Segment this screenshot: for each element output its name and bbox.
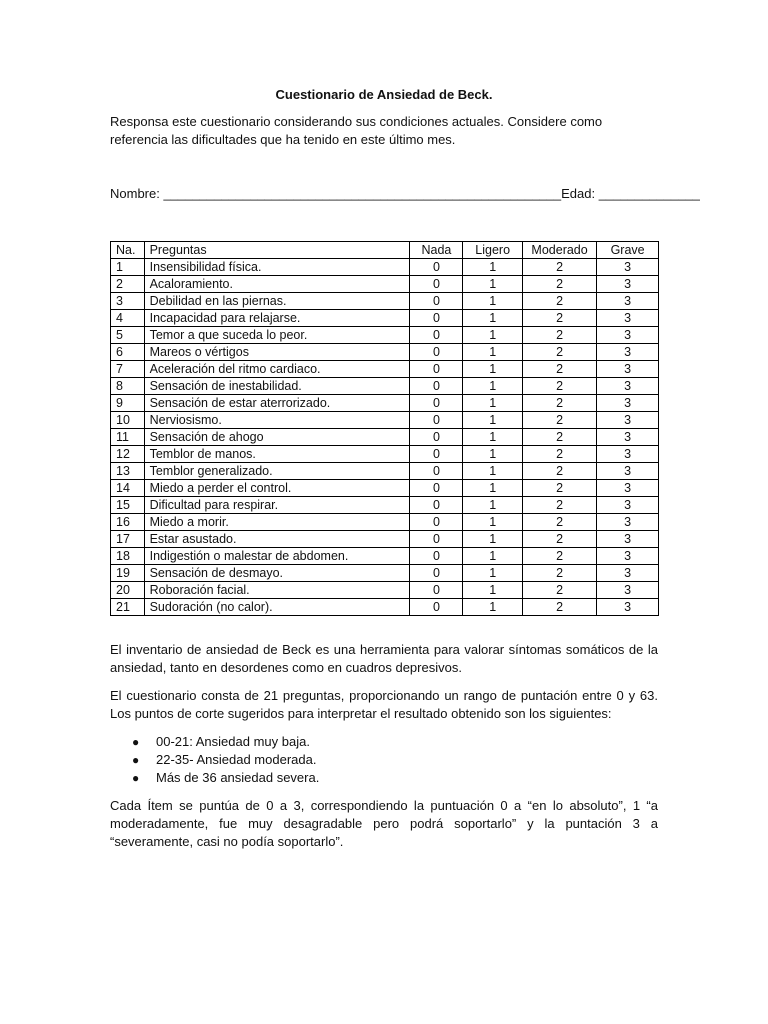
cell-number: 16 (111, 514, 145, 531)
cell-ligero: 1 (463, 565, 523, 582)
cell-number: 20 (111, 582, 145, 599)
list-item-text: 00-21: Ansiedad muy baja. (156, 734, 310, 749)
cell-number: 12 (111, 446, 145, 463)
table-row (111, 480, 659, 497)
cell-moderado: 2 (522, 395, 596, 412)
cell-grave: 3 (597, 497, 659, 514)
table-row (111, 378, 659, 395)
cell-question: Insensibilidad física. (144, 259, 410, 276)
cell-grave: 3 (597, 531, 659, 548)
cell-nada: 0 (410, 463, 463, 480)
bullet-icon: ● (132, 771, 140, 785)
table-row (111, 548, 659, 565)
table-row (111, 497, 659, 514)
cell-nada: 0 (410, 361, 463, 378)
cell-moderado: 2 (522, 548, 596, 565)
cell-question: Temor a que suceda lo peor. (144, 327, 410, 344)
table-row (111, 446, 659, 463)
cell-ligero: 1 (463, 276, 523, 293)
cell-nada: 0 (410, 293, 463, 310)
cell-number: 1 (111, 259, 145, 276)
cell-number: 9 (111, 395, 145, 412)
cell-ligero: 1 (463, 446, 523, 463)
cell-moderado: 2 (522, 429, 596, 446)
cell-nada: 0 (410, 446, 463, 463)
cell-grave: 3 (597, 599, 659, 616)
table-row (111, 327, 659, 344)
table-row (111, 514, 659, 531)
cell-ligero: 1 (463, 361, 523, 378)
cell-moderado: 2 (522, 463, 596, 480)
cell-question: Debilidad en las piernas. (144, 293, 410, 310)
cell-question: Roboración facial. (144, 582, 410, 599)
cell-grave: 3 (597, 310, 659, 327)
cell-number: 14 (111, 480, 145, 497)
cell-question: Dificultad para respirar. (144, 497, 410, 514)
cell-number: 8 (111, 378, 145, 395)
cell-nada: 0 (410, 378, 463, 395)
cell-grave: 3 (597, 395, 659, 412)
cell-number: 10 (111, 412, 145, 429)
name-age-line: Nombre: _______________________________________________________Edad: ______________ (110, 186, 700, 201)
bullet-icon: ● (132, 753, 140, 767)
header-moderado: Moderado (522, 242, 596, 259)
cell-number: 17 (111, 531, 145, 548)
table-row (111, 599, 659, 616)
cell-nada: 0 (410, 276, 463, 293)
document-title: Cuestionario de Ansiedad de Beck. (275, 87, 493, 102)
cell-moderado: 2 (522, 599, 596, 616)
cell-nada: 0 (410, 582, 463, 599)
cell-nada: 0 (410, 565, 463, 582)
cell-ligero: 1 (463, 497, 523, 514)
cell-number: 11 (111, 429, 145, 446)
cell-question: Sensación de inestabilidad. (144, 378, 410, 395)
cell-number: 15 (111, 497, 145, 514)
cell-grave: 3 (597, 259, 659, 276)
cell-nada: 0 (410, 514, 463, 531)
cell-nada: 0 (410, 344, 463, 361)
cell-question: Temblor generalizado. (144, 463, 410, 480)
cell-grave: 3 (597, 446, 659, 463)
cell-ligero: 1 (463, 582, 523, 599)
cell-number: 6 (111, 344, 145, 361)
header-ligero: Ligero (463, 242, 523, 259)
cell-question: Sensación de estar aterrorizado. (144, 395, 410, 412)
cell-grave: 3 (597, 361, 659, 378)
cell-ligero: 1 (463, 327, 523, 344)
cell-ligero: 1 (463, 429, 523, 446)
table-row (111, 276, 659, 293)
cell-moderado: 2 (522, 276, 596, 293)
cell-ligero: 1 (463, 378, 523, 395)
table-row (111, 582, 659, 599)
cell-nada: 0 (410, 259, 463, 276)
cell-question: Mareos o vértigos (144, 344, 410, 361)
questionnaire-table (110, 241, 659, 616)
cell-question: Aceleración del ritmo cardiaco. (144, 361, 410, 378)
cell-question: Temblor de manos. (144, 446, 410, 463)
table-row (111, 259, 659, 276)
cell-question: Sudoración (no calor). (144, 599, 410, 616)
cell-question: Incapacidad para relajarse. (144, 310, 410, 327)
cell-number: 7 (111, 361, 145, 378)
cell-moderado: 2 (522, 582, 596, 599)
table-row (111, 412, 659, 429)
cell-grave: 3 (597, 327, 659, 344)
cell-question: Nerviosismo. (144, 412, 410, 429)
cutoff-list (110, 733, 658, 787)
cell-grave: 3 (597, 548, 659, 565)
cell-ligero: 1 (463, 310, 523, 327)
cell-ligero: 1 (463, 599, 523, 616)
cell-number: 4 (111, 310, 145, 327)
intro-paragraph: Responsa este cuestionario considerando sus condiciones actuales. Considere como referencia las dificultades que ha tenido en este último mes. (110, 114, 603, 147)
cell-moderado: 2 (522, 412, 596, 429)
list-item (132, 751, 658, 769)
cell-moderado: 2 (522, 514, 596, 531)
cell-question: Indigestión o malestar de abdomen. (144, 548, 410, 565)
cell-question: Miedo a morir. (144, 514, 410, 531)
cell-number: 3 (111, 293, 145, 310)
cell-grave: 3 (597, 565, 659, 582)
cell-moderado: 2 (522, 293, 596, 310)
cell-number: 18 (111, 548, 145, 565)
cell-ligero: 1 (463, 548, 523, 565)
cell-question: Estar asustado. (144, 531, 410, 548)
cell-moderado: 2 (522, 497, 596, 514)
cell-moderado: 2 (522, 310, 596, 327)
cell-ligero: 1 (463, 531, 523, 548)
cell-ligero: 1 (463, 480, 523, 497)
explanation-section (110, 641, 658, 861)
table-body (111, 259, 659, 616)
paragraph-description: El inventario de ansiedad de Beck es una herramienta para valorar síntomas somáticos de la ansiedad, tanto en desordenes como en cuadros depresivos. (110, 642, 658, 675)
cell-ligero: 1 (463, 463, 523, 480)
header-nada: Nada (410, 242, 463, 259)
list-item (132, 769, 658, 787)
cell-grave: 3 (597, 429, 659, 446)
cell-nada: 0 (410, 327, 463, 344)
cell-ligero: 1 (463, 259, 523, 276)
cell-question: Sensación de desmayo. (144, 565, 410, 582)
cell-moderado: 2 (522, 259, 596, 276)
table-row (111, 293, 659, 310)
table-row (111, 310, 659, 327)
cell-moderado: 2 (522, 327, 596, 344)
cell-moderado: 2 (522, 446, 596, 463)
cell-ligero: 1 (463, 412, 523, 429)
cell-question: Sensación de ahogo (144, 429, 410, 446)
header-number: Na. (111, 242, 145, 259)
cell-question: Miedo a perder el control. (144, 480, 410, 497)
cell-number: 13 (111, 463, 145, 480)
cell-grave: 3 (597, 463, 659, 480)
cell-number: 19 (111, 565, 145, 582)
table-row (111, 395, 659, 412)
paragraph-scoring: El cuestionario consta de 21 preguntas, proporcionando un rango de puntación entre 0 y 63. Los puntos de corte sugeridos para interpretar el resultado obtenido son los siguientes: (110, 688, 658, 721)
header-question: Preguntas (144, 242, 410, 259)
table-row (111, 463, 659, 480)
table-row (111, 531, 659, 548)
cell-grave: 3 (597, 514, 659, 531)
cell-grave: 3 (597, 412, 659, 429)
cell-number: 21 (111, 599, 145, 616)
cell-moderado: 2 (522, 378, 596, 395)
cell-grave: 3 (597, 582, 659, 599)
cell-nada: 0 (410, 395, 463, 412)
cell-nada: 0 (410, 531, 463, 548)
list-item (132, 733, 658, 751)
cell-nada: 0 (410, 429, 463, 446)
cell-number: 2 (111, 276, 145, 293)
list-item-text: 22-35- Ansiedad moderada. (156, 752, 317, 767)
cell-grave: 3 (597, 293, 659, 310)
cell-nada: 0 (410, 310, 463, 327)
cell-nada: 0 (410, 599, 463, 616)
table-row (111, 429, 659, 446)
cell-nada: 0 (410, 497, 463, 514)
table-row (111, 361, 659, 378)
table-row (111, 344, 659, 361)
header-grave: Grave (597, 242, 659, 259)
table-row (111, 565, 659, 582)
cell-moderado: 2 (522, 480, 596, 497)
cell-grave: 3 (597, 276, 659, 293)
cell-nada: 0 (410, 480, 463, 497)
cell-ligero: 1 (463, 395, 523, 412)
cell-number: 5 (111, 327, 145, 344)
paragraph-item-scale: Cada Ítem se puntúa de 0 a 3, correspondiendo la puntuación 0 a “en lo absoluto”, 1 “a moderadamente, fue muy desagradable pero podrá soportarlo” y la puntación 3 a “severamente, casi no podía soportarlo”. (110, 798, 658, 849)
cell-grave: 3 (597, 378, 659, 395)
cell-nada: 0 (410, 412, 463, 429)
cell-ligero: 1 (463, 514, 523, 531)
table-header-row (111, 242, 659, 259)
cell-grave: 3 (597, 480, 659, 497)
cell-moderado: 2 (522, 531, 596, 548)
cell-ligero: 1 (463, 293, 523, 310)
cell-moderado: 2 (522, 361, 596, 378)
cell-question: Acaloramiento. (144, 276, 410, 293)
cell-ligero: 1 (463, 344, 523, 361)
list-item-text: Más de 36 ansiedad severa. (156, 770, 320, 785)
cell-grave: 3 (597, 344, 659, 361)
bullet-icon: ● (132, 735, 140, 749)
cell-moderado: 2 (522, 565, 596, 582)
cell-nada: 0 (410, 548, 463, 565)
cell-moderado: 2 (522, 344, 596, 361)
